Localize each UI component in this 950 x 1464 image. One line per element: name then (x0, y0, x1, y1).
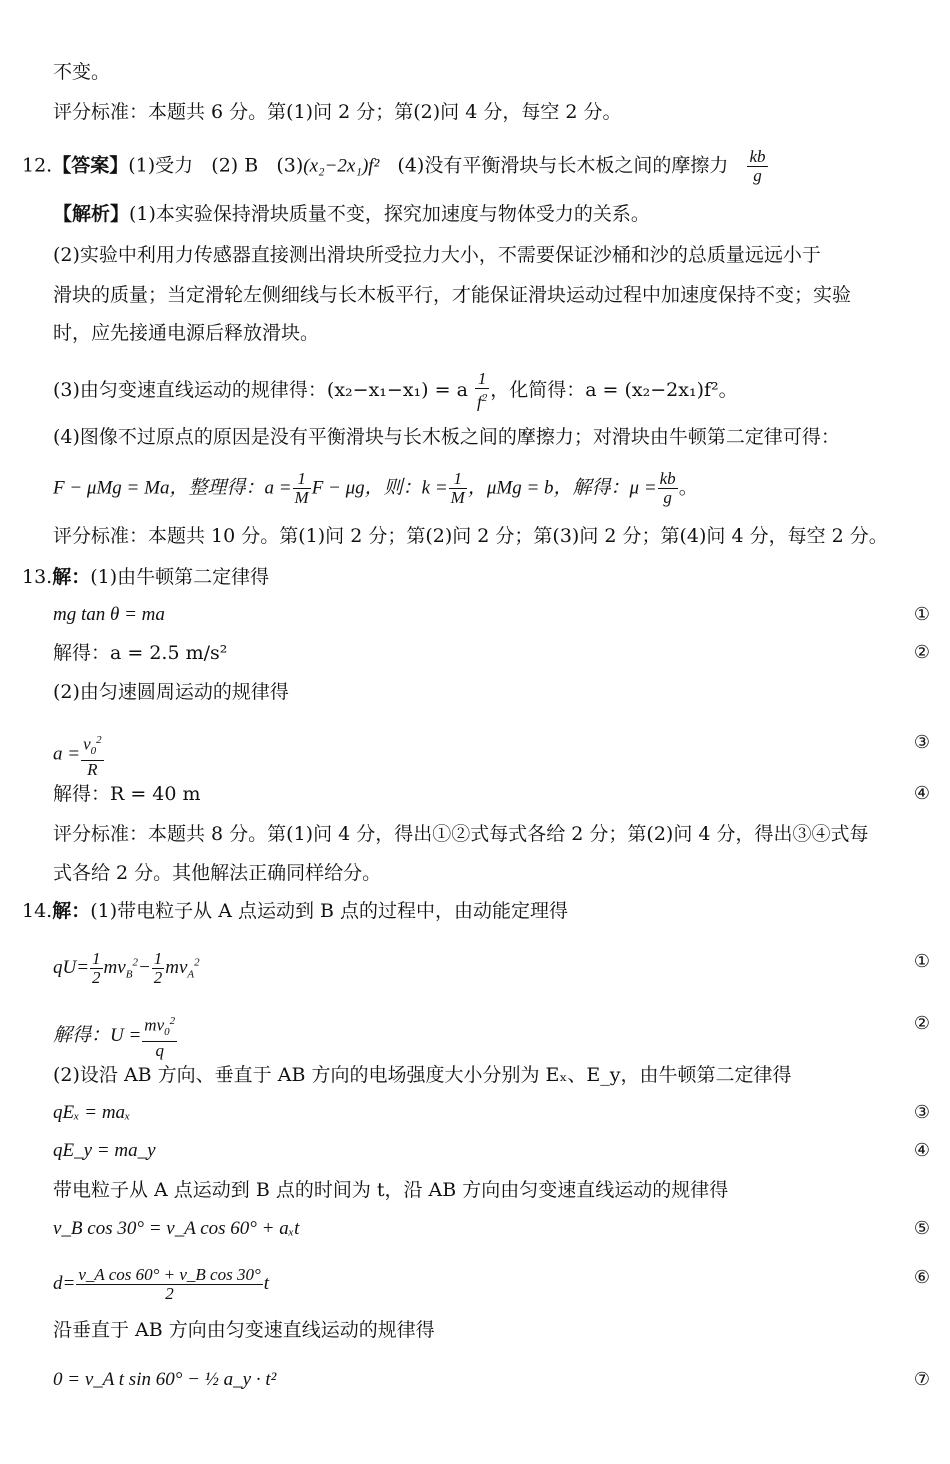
q13-header (22, 565, 269, 589)
q14-step4: 沿垂直于 AB 方向由匀变速直线运动的规律得 (53, 1319, 435, 1341)
q14-number: 14. (22, 900, 53, 922)
q14-step1: (1)带电粒子从 A 点运动到 B 点的过程中，由动能定理得 (90, 900, 568, 922)
q13-step2: (2)由匀速圆周运动的规律得 (53, 681, 289, 703)
analysis-5b: F − μg，则：k = (311, 477, 448, 499)
eq-marker-4: ④ (913, 783, 930, 804)
eq-marker-5: ⑤ (913, 1218, 930, 1239)
analysis-3b: ，化简得：a = (x₂−2x₁)f²。 (490, 378, 738, 401)
q14-eq1: qU= $\frac{1}{2}$ $mv_B^2-$ $\frac{1}{2}$ $mv_A^2$ (53, 949, 200, 987)
analysis-1 (53, 202, 650, 226)
q14-header (22, 899, 568, 923)
answer-4-fraction (747, 148, 767, 185)
analysis-2a: (2)实验中利用力传感器直接测出滑块所受拉力大小，不需要保证沙桶和沙的总质量远远小于 (53, 244, 821, 266)
q14-eq3: qEₓ = maₓ (53, 1102, 131, 1123)
q14-step3: 带电粒子从 A 点运动到 B 点的时间为 t，沿 AB 方向由匀变速直线运动的规律得 (53, 1179, 729, 1201)
fraction-numerator: kb (749, 147, 766, 166)
fraction-1-over-f2: $\frac{1}{f^2}$ (476, 369, 488, 412)
q14-step2: (2)设沿 AB 方向、垂直于 AB 方向的电场强度大小分别为 Eₓ、E_y，由牛顿第二定律得 (53, 1064, 792, 1086)
solution-tag: 解： (52, 900, 91, 922)
q14-eq5: v_B cos 30° = v_A cos 60° + aₓt (53, 1218, 300, 1239)
analysis-1-text: (1)本实验保持滑块质量不变，探究加速度与物体受力的关系。 (129, 203, 650, 225)
analysis-3a: (3)由匀变速直线运动的规律得：(x₂−x₁−x₁) = a (53, 378, 468, 401)
q13-score-2: 式各给 2 分。其他解法正确同样给分。 (53, 862, 382, 884)
eq-marker-2: ② (913, 642, 930, 663)
solution-tag: 解： (52, 566, 91, 588)
eq-marker-7: ⑦ (913, 1369, 930, 1390)
score-line: 评分标准：本题共 6 分。第(1)问 2 分；第(2)问 4 分，每空 2 分。 (53, 101, 622, 123)
fraction-1-over-M: $\frac{1}{M}$ (294, 469, 309, 507)
fraction-kb-over-g: $\frac{kb}{g}$ (659, 469, 676, 507)
analysis-4: (4)图像不过原点的原因是没有平衡滑块与长木板之间的摩擦力；对滑块由牛顿第二定律可得： (53, 426, 840, 448)
q14-eq7: 0 = v_A t sin 60° − ½ a_y · t² (53, 1369, 277, 1390)
answer-4: (4)没有平衡滑块与长木板之间的摩擦力 (397, 154, 729, 177)
analysis-3 (53, 370, 738, 412)
eq-marker-2: ② (913, 1013, 930, 1034)
q14-eq6: d= $\frac{\text{v\_A cos 60° + v\_B cos 30°}}{2}$ t (53, 1265, 270, 1303)
answer-3-expr: (x₂−2x₁)f² (303, 155, 380, 177)
eq-marker-4: ④ (913, 1140, 930, 1161)
eq6-numerator: v_A cos 60° + v_B cos 30° (78, 1265, 261, 1284)
eq-marker-1: ① (913, 604, 930, 625)
q12-answer-line (22, 148, 769, 185)
analysis-5a: F − μMg = Ma，整理得：a = (53, 477, 292, 499)
q13-eq4: 解得：R = 40 m (53, 783, 201, 805)
eq-marker-6: ⑥ (913, 1267, 930, 1288)
q14-eq2-lhs: 解得：U = (53, 1025, 142, 1047)
answer-tag: 【答案】 (52, 154, 129, 177)
fraction-mv0sq-over-q: $\frac{mv_0^2}{q}$ (142, 1012, 177, 1060)
q12-number: 12. (22, 154, 53, 177)
fraction-denominator: g (753, 166, 762, 185)
answer-1: (1)受力 (128, 154, 194, 177)
eq-marker-3: ③ (913, 1102, 930, 1123)
q12-score: 评分标准：本题共 10 分。第(1)问 2 分；第(2)问 2 分；第(3)问 2 分；第(4)问 4 分，每空 2 分。 (53, 525, 888, 547)
q14-eq4: qE_y = ma_y (53, 1140, 156, 1161)
analysis-5c: ，μMg = b，解得：μ = (467, 477, 657, 499)
q13-eq2: 解得：a = 2.5 m/s² (53, 642, 228, 664)
q13-eq3-lhs: a = (53, 743, 81, 765)
eq-marker-3: ③ (913, 732, 930, 753)
fraction-eq6: $\frac{\text{v\_A cos 60° + v\_B cos 30°}}{2}$ (78, 1265, 261, 1303)
analysis-2c: 时，应先接通电源后释放滑块。 (53, 322, 320, 344)
fraction-1-over-M-k: $\frac{1}{M}$ (450, 469, 465, 507)
q13-score-1: 评分标准：本题共 8 分。第(1)问 4 分，得出①②式每式各给 2 分；第(2)问 4 分，得出③④式每 (53, 823, 869, 845)
eq-marker-1: ① (913, 951, 930, 972)
analysis-5: F − μMg = Ma，整理得：a = $\frac{1}{M}$ F − μg，则：k = $\frac{1}{M}$ ，μMg = b，解得：μ = $\frac{kb}{g}$ 。 (53, 469, 698, 507)
answer-3-prefix: (3) (276, 154, 304, 177)
answer-2: (2) B (211, 154, 259, 177)
q13-number: 13. (22, 566, 53, 588)
fraction-v0sq-over-R: $\frac{v_0^2}{R}$ (81, 731, 104, 779)
q13-eq1: mg tan θ = ma (53, 604, 165, 625)
q13-step1: (1)由牛顿第二定律得 (90, 566, 270, 588)
analysis-tag: 【解析】 (53, 203, 130, 225)
analysis-2b: 滑块的质量；当定滑轮左侧细线与长木板平行，才能保证滑块运动过程中加速度保持不变；实验 (53, 284, 852, 306)
text-line: 不变。 (53, 61, 111, 83)
q13-eq3 (53, 731, 105, 779)
q14-eq2 (53, 1012, 178, 1060)
